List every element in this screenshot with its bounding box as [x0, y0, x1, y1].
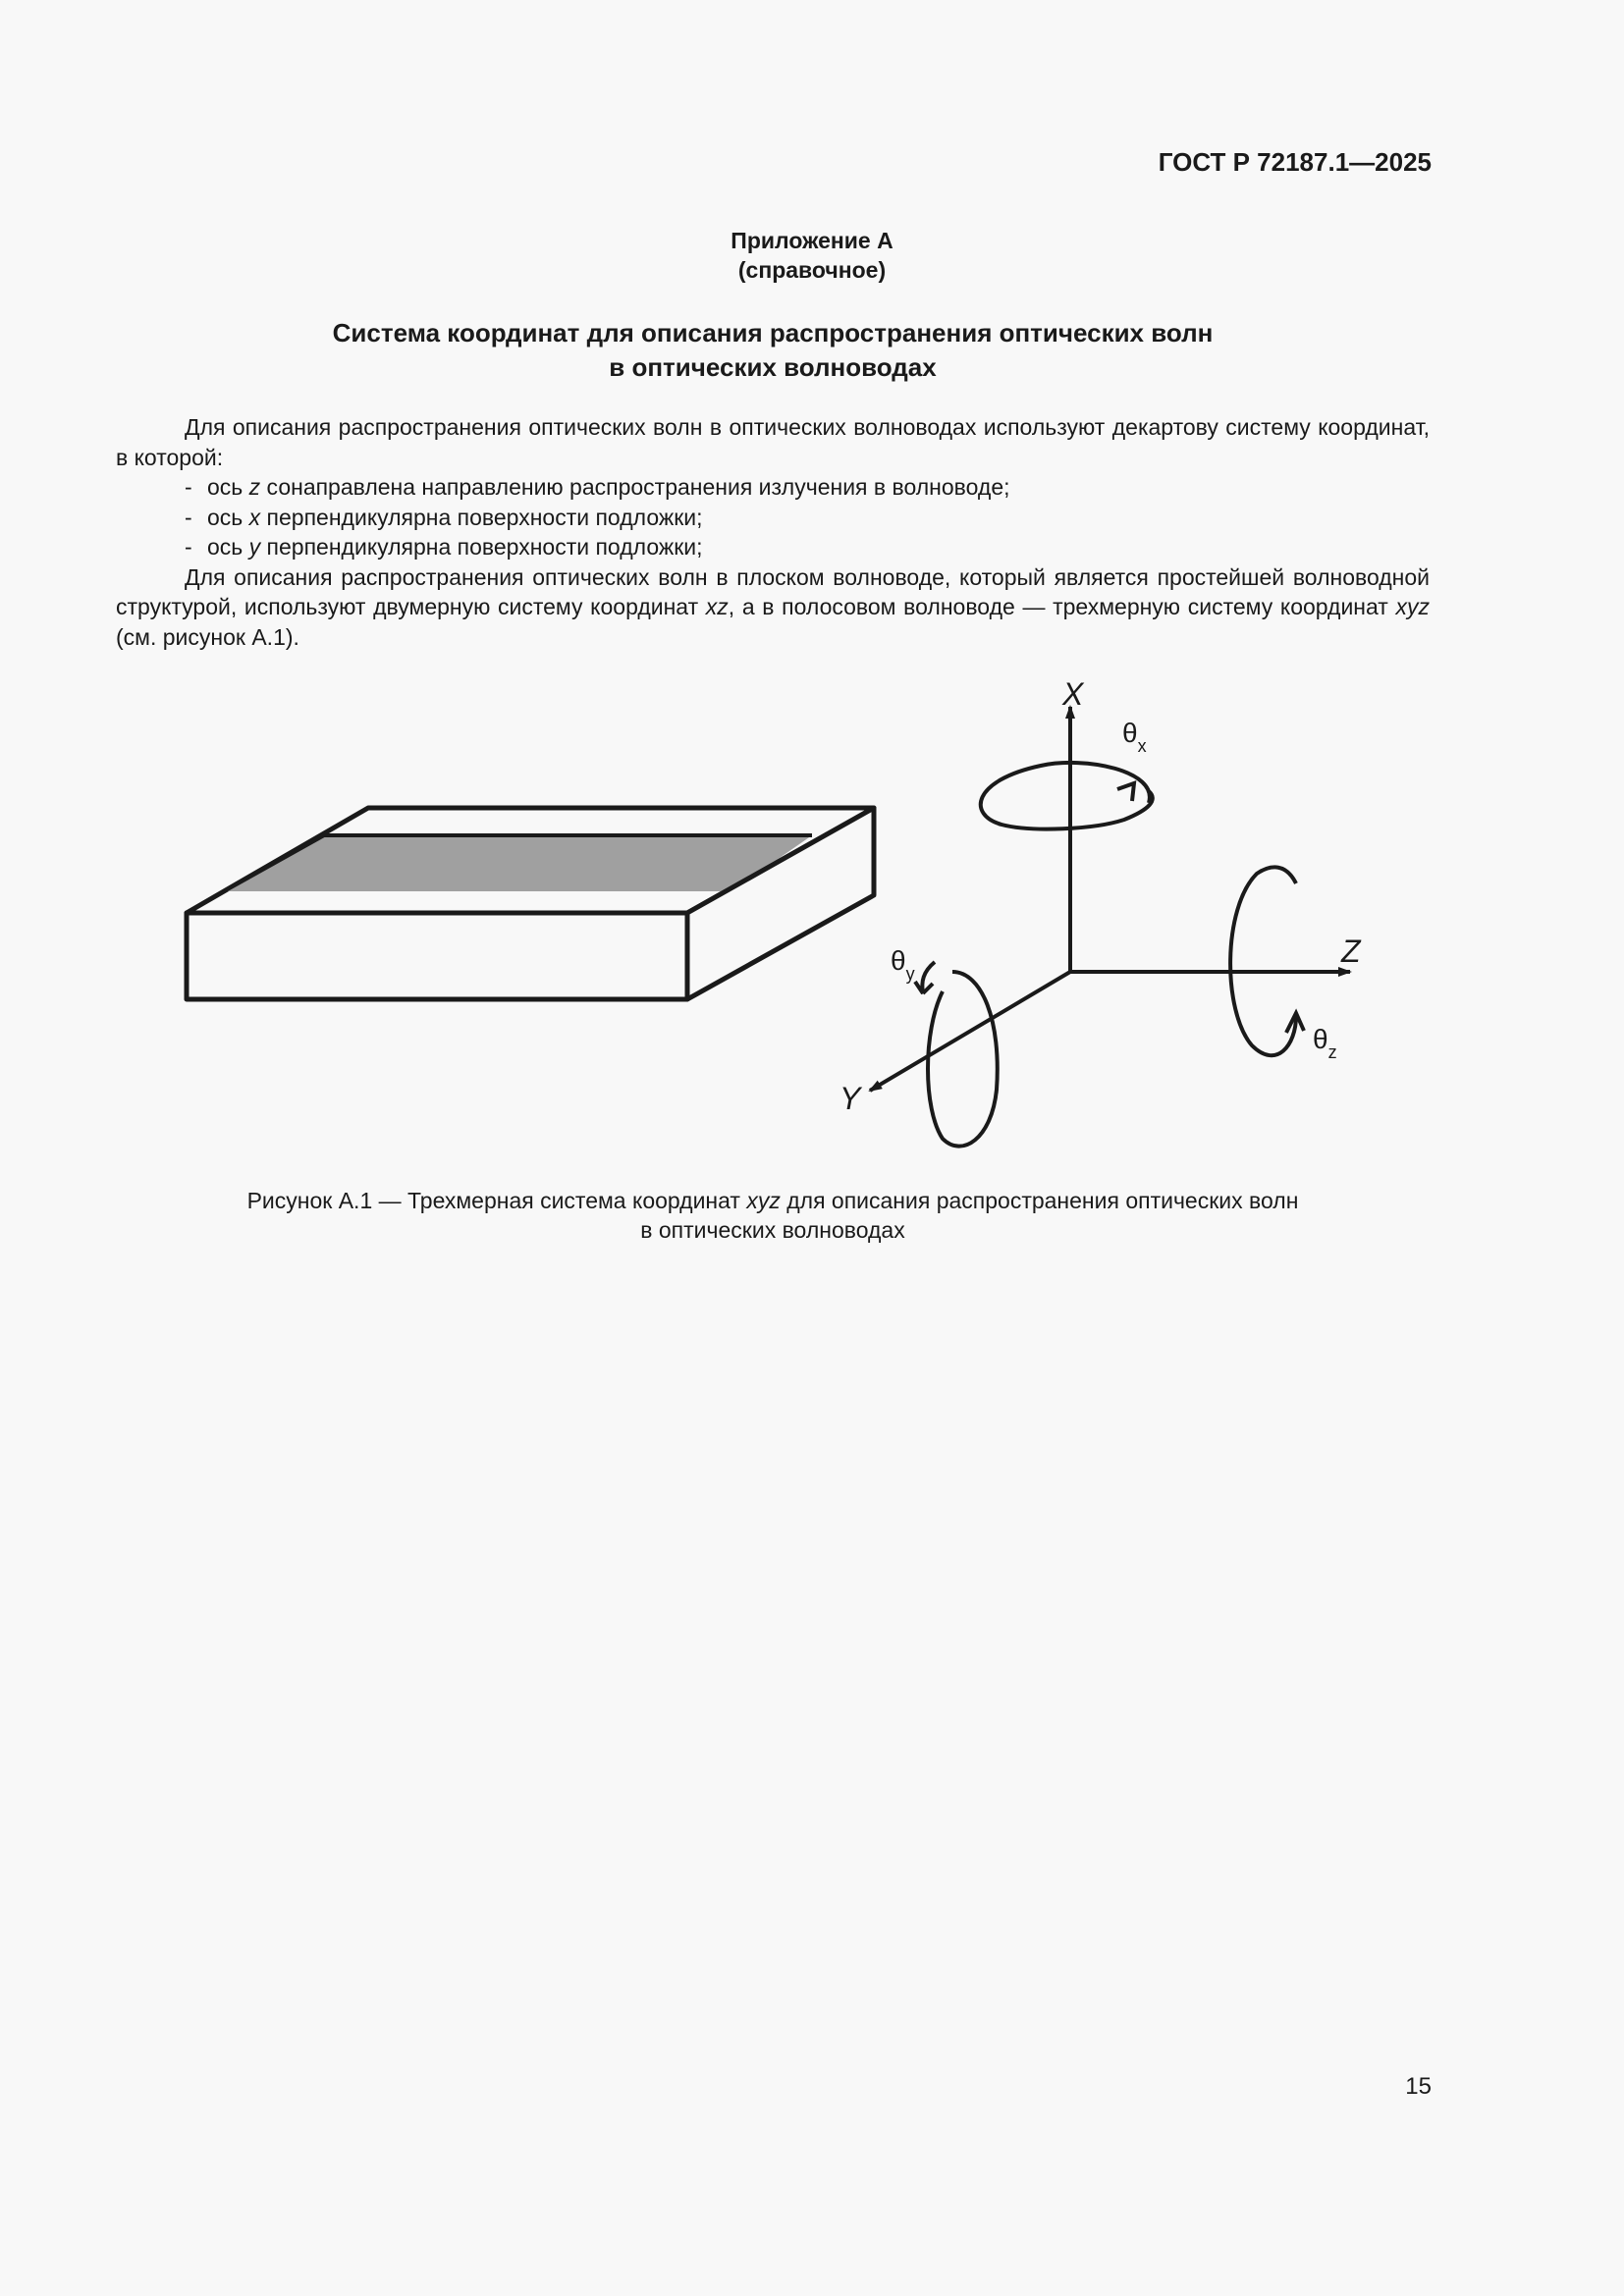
list-dash: - [185, 534, 192, 560]
list-item-z [116, 472, 1430, 503]
list-item-y [116, 532, 1430, 562]
body-text [116, 412, 1430, 652]
axis-y-label: Y [839, 1081, 861, 1116]
list-text-post: сонаправлена направлению распространения излучения в волноводе; [260, 474, 1010, 500]
axis-x-label: X [1062, 677, 1084, 712]
coordinate-axes [870, 707, 1350, 1091]
annex-heading [0, 226, 1624, 285]
list-item-x [116, 503, 1430, 533]
list-text-pre: ось [207, 534, 249, 560]
section-title-line2: в оптических волноводах [609, 352, 937, 382]
rotation-theta-x-icon [981, 763, 1153, 829]
theta-x-label [1122, 718, 1147, 756]
list-text-pre: ось [207, 474, 249, 500]
theta-y-label [891, 945, 915, 984]
section-title [0, 316, 1545, 385]
list-text-post: перпендикулярна поверхности подложки; [260, 534, 703, 560]
theta-x-subscript: x [1137, 736, 1147, 756]
axis-y-line [870, 972, 1070, 1091]
theta-z-label [1313, 1024, 1337, 1062]
paragraph-coordinates [116, 562, 1430, 653]
para2-variable-xyz: xyz [1395, 594, 1430, 619]
annex-title: Приложение А [731, 228, 893, 253]
para2-text-a: Для описания распространения оптических волн в плоском волноводе, который является простейшей волноводной структурой, используют двумерную систему координат [116, 563, 1430, 619]
para2-variable-xz: xz [705, 594, 729, 619]
waveguide-block [187, 808, 874, 999]
paragraph-intro: Для описания распространения оптических волн в оптических волноводах используют декартову систему координат, в которой: [116, 414, 1430, 470]
rotation-theta-y-arrowhead [915, 962, 935, 993]
caption-text-b: для описания распространения оптических волн [780, 1188, 1299, 1213]
theta-y-symbol: θ [891, 945, 906, 976]
figure-drawing [167, 677, 1384, 1168]
caption-line2: в оптических волноводах [640, 1217, 905, 1243]
list-dash: - [185, 474, 192, 500]
annex-note: (справочное) [737, 257, 887, 283]
document-code: ГОСТ Р 72187.1—2025 [1158, 147, 1432, 177]
list-variable: x [248, 504, 261, 530]
page-number: 15 [1405, 2073, 1432, 2100]
theta-x-symbol: θ [1122, 718, 1138, 748]
axis-z-label: Z [1341, 934, 1361, 969]
rotation-theta-y-icon [928, 972, 998, 1147]
figure-a1 [167, 677, 1384, 1173]
caption-variable: xyz [746, 1188, 781, 1213]
theta-z-subscript: z [1327, 1042, 1337, 1062]
para2-text-b: , а в полосовом волноводе — трехмерную систему координат [728, 594, 1396, 619]
list-dash: - [185, 504, 192, 530]
list-text-post: перпендикулярна поверхности подложки; [260, 504, 703, 530]
rotation-theta-x-arrowhead [1117, 783, 1134, 801]
caption-text-a: Рисунок А.1 — Трехмерная система координат [246, 1188, 747, 1213]
rotation-arrows [915, 763, 1304, 1147]
block-front-face [187, 913, 687, 999]
theta-z-symbol: θ [1313, 1024, 1328, 1054]
list-text-pre: ось [207, 504, 249, 530]
figure-caption [0, 1186, 1545, 1245]
theta-y-subscript: y [905, 964, 915, 984]
list-variable: z [248, 474, 261, 500]
para2-text-c: (см. рисунок А.1). [116, 623, 299, 650]
list-variable: y [248, 534, 261, 560]
section-title-line1: Система координат для описания распространения оптических волн [332, 318, 1214, 347]
rotation-theta-z-icon [1230, 867, 1296, 1055]
caption-line1 [0, 1186, 1545, 1215]
